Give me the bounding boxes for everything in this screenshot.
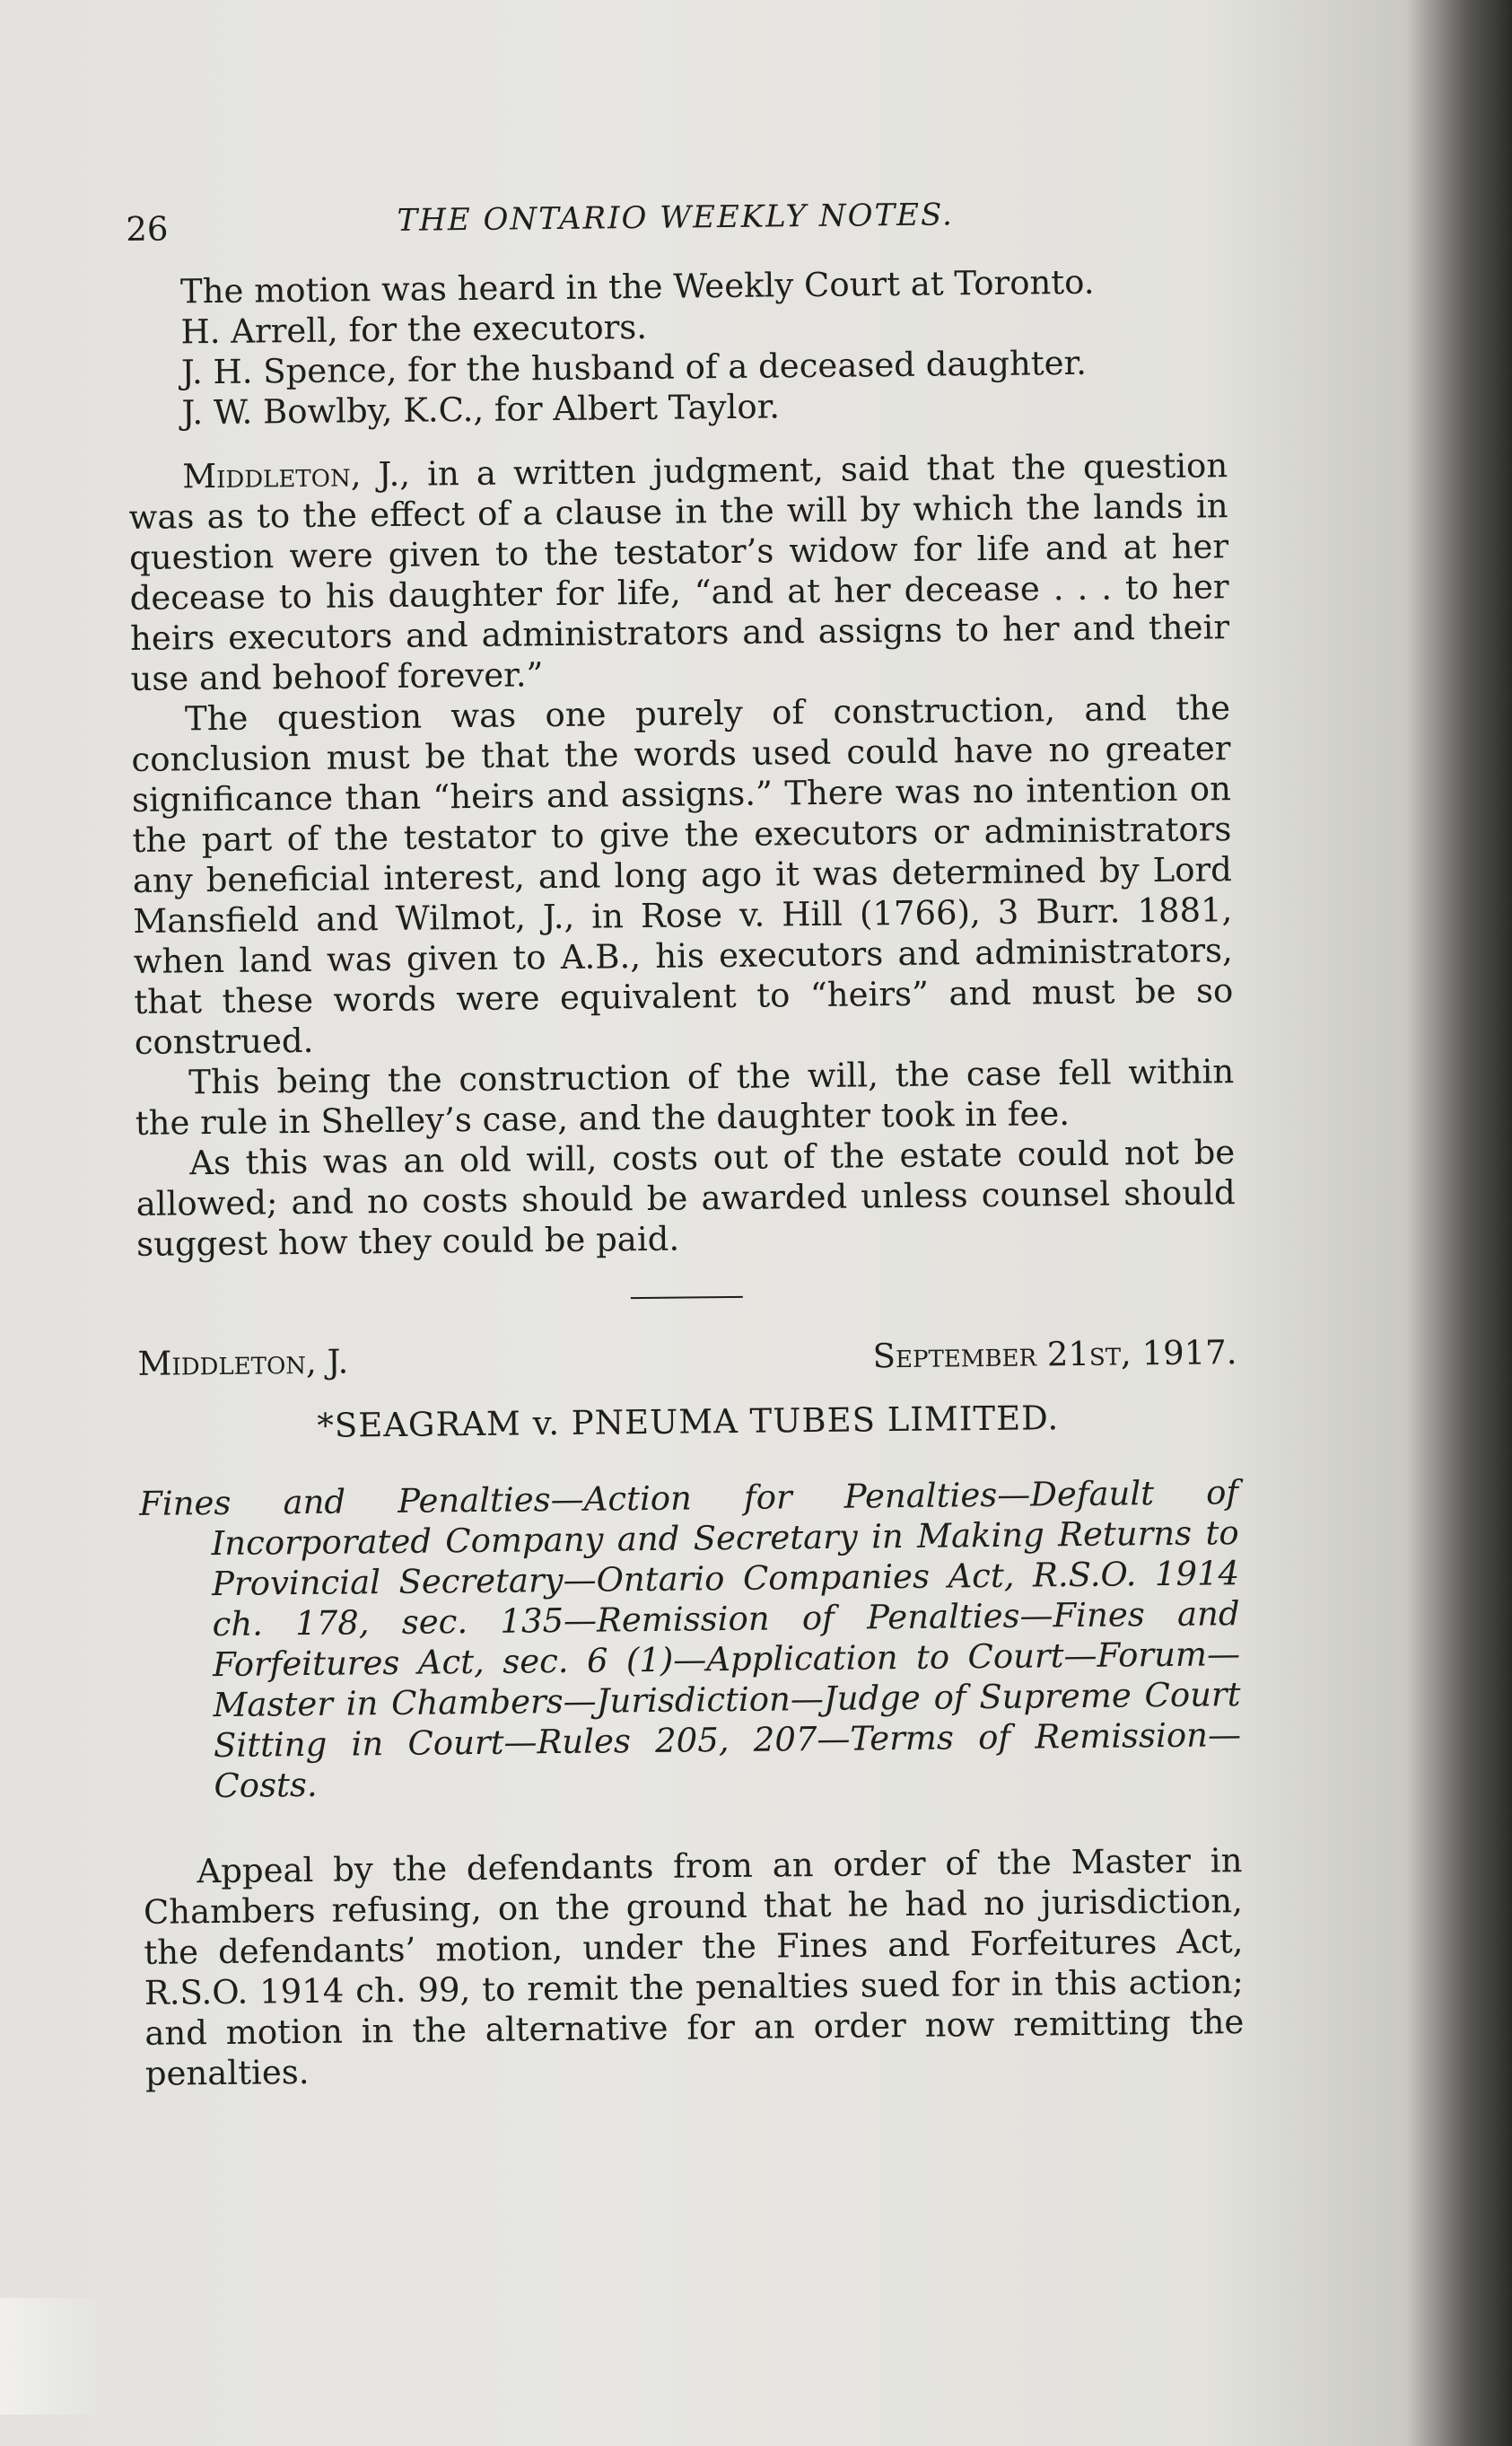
judgment-text: , J., in a written judgment, said that the question was as to the effect of a clause in the will by which the lands in question were given to the testator’s widow for life and at her decease to his daughter for life, “and at her decease . . . to her heirs executors and administrators and assigns to her and their use and behoof forever.”: [128, 446, 1230, 698]
running-title: THE ONTARIO WEEKLY NOTES.: [397, 197, 955, 239]
counsel-line: J. H. Spence, for the husband of a deceased daughter.: [180, 343, 1088, 392]
section-divider: [631, 1296, 743, 1299]
counsel-line: The motion was heard in the Weekly Court at Toronto.: [179, 262, 1095, 311]
counsel-line: J. W. Bowlby, K.C., for Albert Taylor.: [181, 387, 781, 433]
case-judge: Middleton, J.: [137, 1342, 349, 1383]
case-title: *SEAGRAM v. PNEUMA TUBES LIMITED.: [317, 1398, 1060, 1445]
page-number: 26: [126, 209, 169, 249]
case-date: September 21st, 1917.: [872, 1333, 1237, 1376]
costs-paragraph: As this was an old will, costs out of the estate could not be allowed; and no costs should be awarded unless counsel should suggest how they could be paid.: [135, 1133, 1236, 1264]
shelley-paragraph: This being the construction of the will, the case fell within the rule in Shelley’s case, and the daughter took in fee.: [135, 1052, 1235, 1143]
counsel-line: H. Arrell, for the executors.: [180, 307, 648, 352]
appeal-paragraph: Appeal by the defendants from an order of the Master in Chambers refusing, on the ground that he had no jurisdiction, the defendants’ motion, under the Fines and Forfeitures Act, R.S.O. 1914 ch. 99, to remit the penalties sued for in this action; and motion in the alternative for an order now remitting the penalties.: [143, 1841, 1245, 2093]
page-content: [126, 190, 1245, 2094]
page-header: [126, 190, 1225, 247]
counsel-list: [127, 260, 1228, 434]
judge-name: Middleton: [181, 455, 351, 496]
construction-paragraph: The question was one purely of construction, and the conclusion must be that the words used could have no greater significance than “heirs and assigns.” There was no intention on the part of the testator to give the executors or administrators any beneficial interest, and long ago it was determined by Lord Mansfield and Wilmot, J., in Rose v. Hill (1766), 3 Burr. 1881, when land was given to A.B., his executors and administrators, that these words were equivalent to “heirs” and must be so construed.: [131, 688, 1234, 1062]
headnote: Fines and Penalties—Action for Penalties—Default of Incorporated Company and Secretary in Making Returns to Provincial Secretary—Ontario Companies Act, R.S.O. 1914 ch. 178, sec. 135—Remission of Penalties—Fines and Forfeitures Act, sec. 6 (1)—Application to Court—Forum—Master in Chambers—Jurisdiction—Judge of Supreme Court Sitting in Court—Rules 205, 207—Terms of Remission—Costs.: [138, 1473, 1242, 1806]
case-judge-line: [137, 1332, 1237, 1384]
judgment-paragraph: [128, 445, 1230, 699]
scan-artifact: [0, 2298, 108, 2415]
